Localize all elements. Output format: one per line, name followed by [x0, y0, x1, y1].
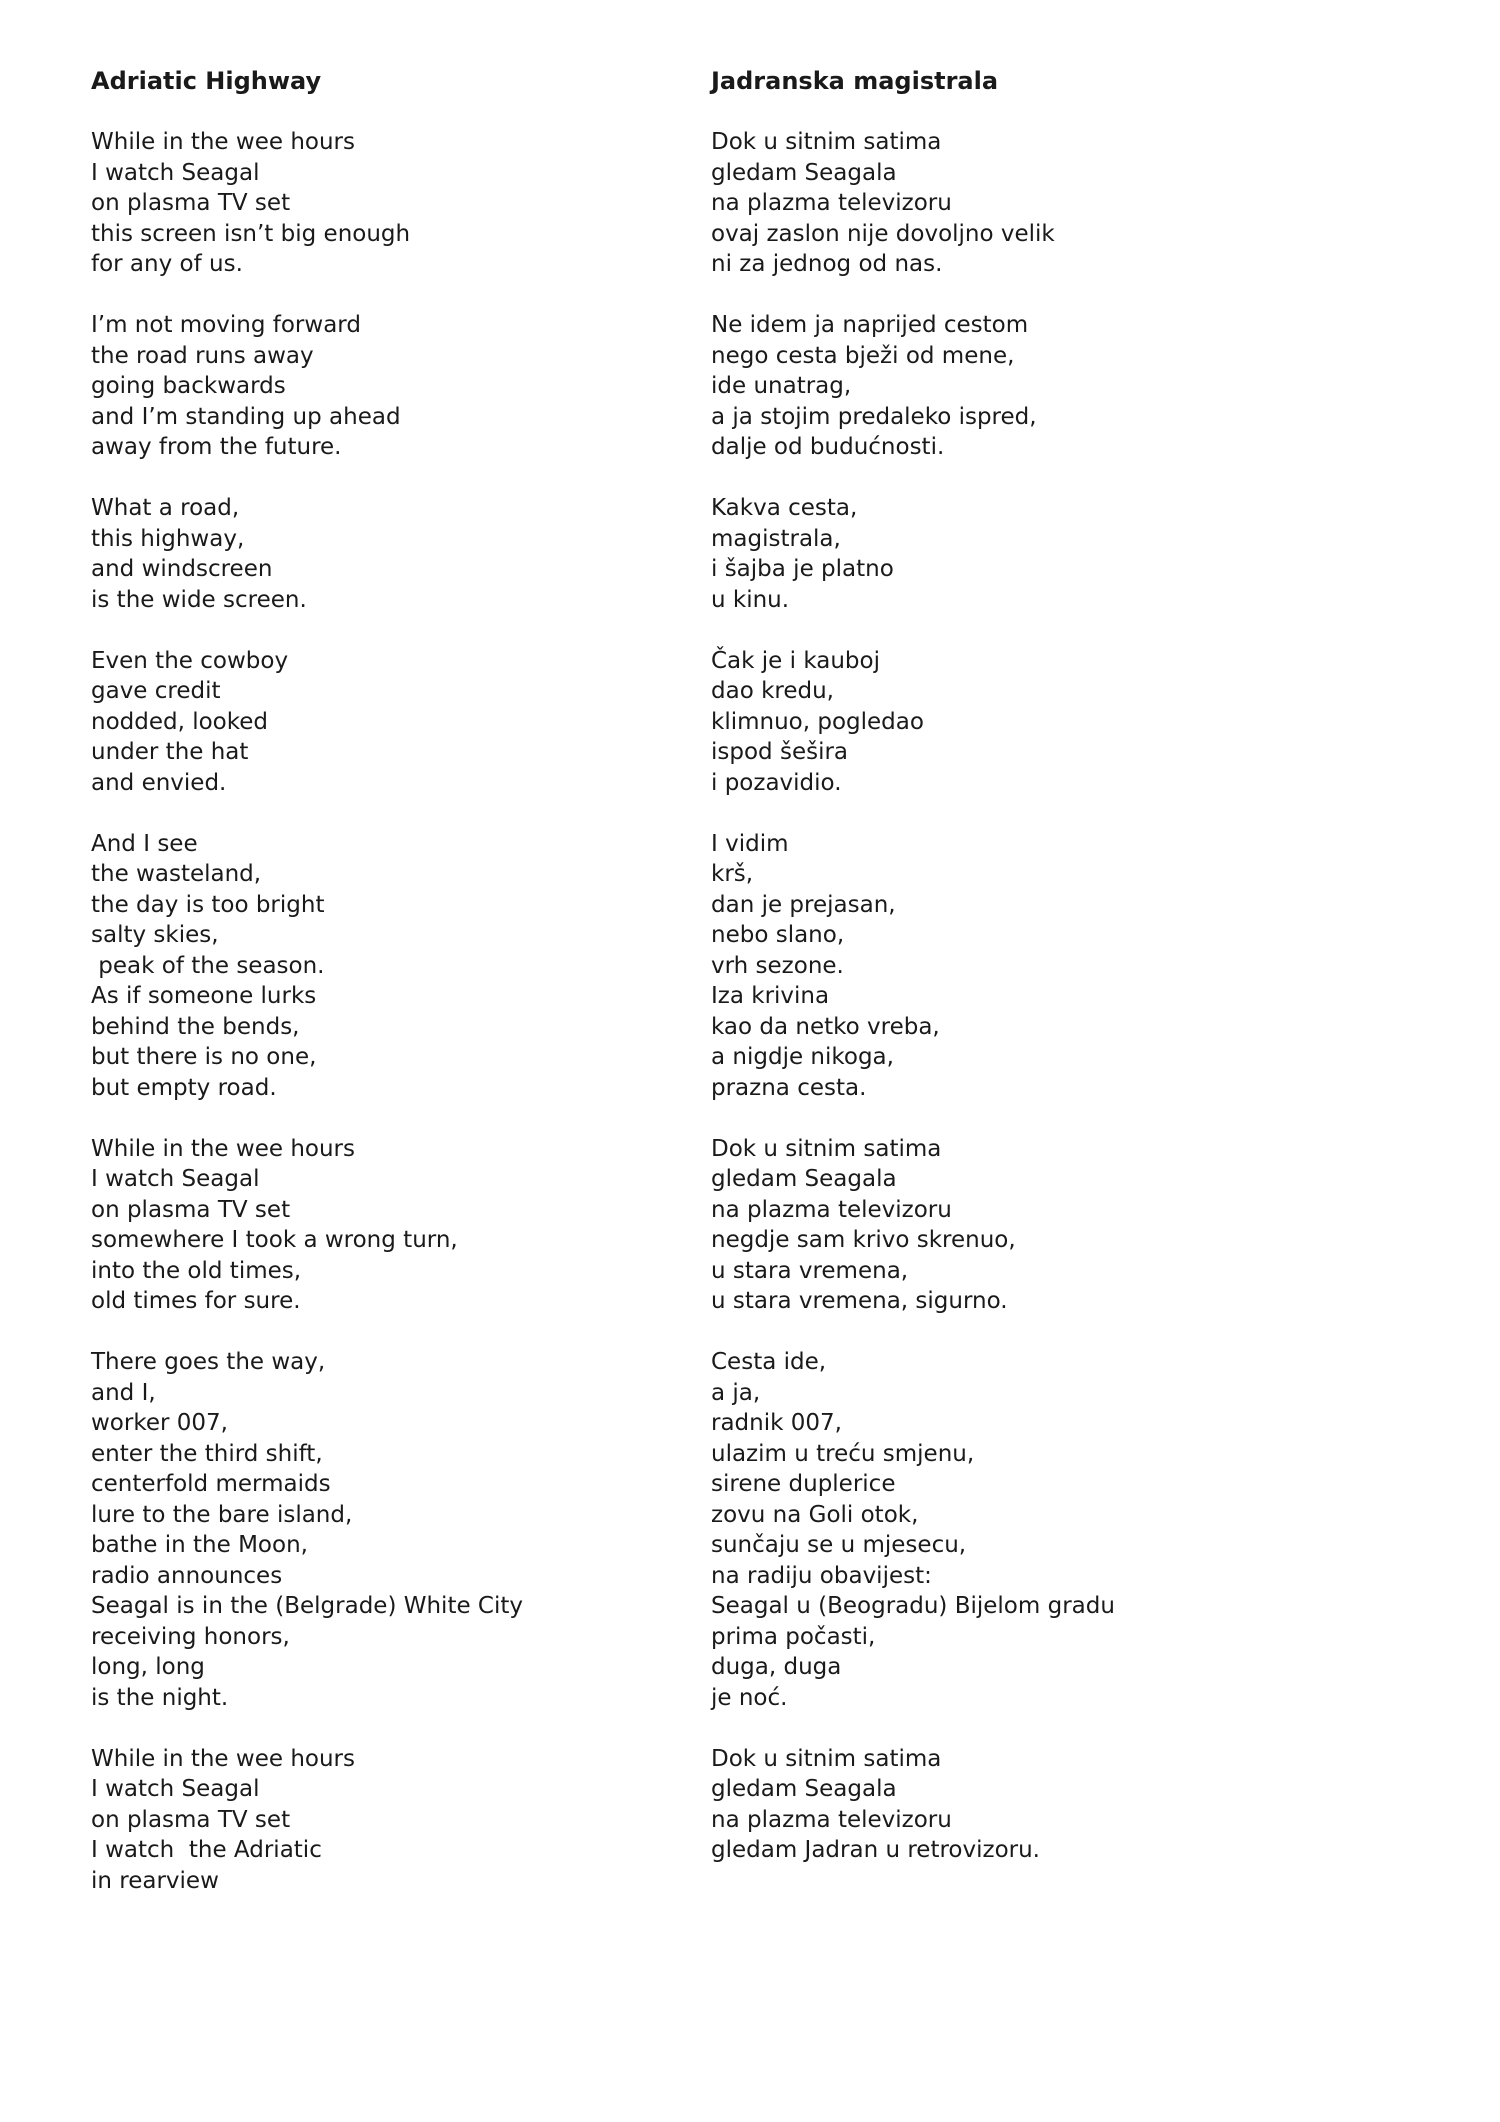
verse-line: I vidim [711, 830, 789, 857]
verse-line: Kakva cesta, [711, 495, 858, 521]
verse-line: salty skies, [91, 922, 219, 948]
verse-line: I watch Seagal [91, 1166, 260, 1192]
verse-line: na plazma televizoru [711, 1196, 952, 1223]
stanza [91, 1744, 651, 1897]
verse-line: and envied. [91, 769, 227, 796]
verse-line: away from the future. [91, 434, 342, 460]
verse-line: on plasma TV set [91, 1806, 291, 1833]
verse-line: Ne idem ja naprijed cestom [711, 312, 1029, 338]
verse-line: prazna cesta. [711, 1074, 867, 1101]
verse-line: this screen isn’t big enough [91, 220, 411, 247]
verse-line: a nigdje nikoga, [711, 1044, 894, 1070]
verse-line: While in the wee hours [91, 1745, 355, 1772]
english-poem [91, 66, 651, 1927]
stanza [91, 646, 651, 799]
verse-line: sunčaju se u mjesecu, [711, 1532, 967, 1558]
verse-line: the wasteland, [91, 861, 262, 887]
verse-line: I watch Seagal [91, 1776, 260, 1802]
croatian-stanzas [711, 127, 1271, 1866]
verse-line: i pozavidio. [711, 769, 842, 796]
stanza [91, 829, 651, 1104]
verse-line: a ja, [711, 1379, 761, 1406]
verse-line: but there is no one, [91, 1044, 317, 1070]
verse-line: What a road, [91, 495, 240, 521]
verse-line: going backwards [91, 373, 286, 399]
verse-line: While in the wee hours [91, 1135, 355, 1162]
verse-line: I watch the Adriatic [91, 1837, 322, 1863]
verse-line: under the hat [91, 739, 249, 765]
english-poem-title: Adriatic Highway [91, 67, 322, 95]
verse-line: ispod šešira [711, 739, 849, 765]
verse-line: gledam Seagala [711, 159, 897, 186]
verse-line: je noć. [711, 1684, 788, 1711]
verse-line: lure to the bare island, [91, 1501, 353, 1528]
verse-line: is the night. [91, 1684, 229, 1711]
verse-line: gledam Seagala [711, 1166, 897, 1192]
verse-line: na plazma televizoru [711, 190, 952, 216]
verse-line: but empty road. [91, 1074, 277, 1101]
verse-line: I’m not moving forward [91, 312, 361, 338]
verse-line: As if someone lurks [91, 983, 317, 1009]
verse-line: a ja stojim predaleko ispred, [711, 403, 1037, 430]
verse-line: magistrala, [711, 525, 841, 552]
verse-line: behind the bends, [91, 1013, 300, 1040]
verse-line: ovaj zaslon nije dovoljno velik [711, 220, 1055, 247]
verse-line: the road runs away [91, 342, 314, 369]
verse-line: ulazim u treću smjenu, [711, 1440, 975, 1467]
stanza [711, 1134, 1271, 1317]
verse-line: dan je prejasan, [711, 891, 896, 918]
verse-line: vrh sezone. [711, 952, 844, 979]
stanza [91, 493, 651, 615]
verse-line: i šajba je platno [711, 556, 894, 582]
verse-line: nego cesta bježi od mene, [711, 342, 1015, 369]
verse-line: u stara vremena, [711, 1257, 909, 1284]
verse-line: negdje sam krivo skrenuo, [711, 1227, 1016, 1253]
verse-line: krš, [711, 861, 754, 887]
verse-line: Cesta ide, [711, 1349, 827, 1375]
verse-line: into the old times, [91, 1257, 302, 1284]
verse-line: And I see [91, 830, 198, 857]
verse-line: Čak je i kauboj [711, 647, 880, 674]
verse-line: bathe in the Moon, [91, 1532, 308, 1558]
verse-line: and I, [91, 1379, 156, 1406]
verse-line: worker 007, [91, 1410, 228, 1436]
verse-line: nebo slano, [711, 922, 845, 948]
verse-line: this highway, [91, 525, 245, 552]
verse-line: dalje od budućnosti. [711, 434, 945, 460]
stanza [711, 127, 1271, 280]
stanza [711, 493, 1271, 615]
verse-line: radnik 007, [711, 1410, 842, 1436]
verse-line: old times for sure. [91, 1288, 301, 1314]
verse-line: ni za jednog od nas. [711, 251, 943, 277]
croatian-poem-title: Jadranska magistrala [711, 67, 999, 95]
stanza [91, 310, 651, 463]
verse-line: gledam Seagala [711, 1776, 897, 1802]
verse-line: is the wide screen. [91, 586, 307, 613]
verse-line: on plasma TV set [91, 1196, 291, 1223]
verse-line: Seagal is in the (Belgrade) White City [91, 1593, 524, 1619]
verse-line: There goes the way, [91, 1349, 326, 1375]
verse-line: and I’m standing up ahead [91, 403, 401, 430]
verse-line: in rearview [91, 1867, 219, 1894]
stanza [711, 310, 1271, 463]
verse-line: somewhere I took a wrong turn, [91, 1227, 458, 1253]
stanza [711, 829, 1271, 1104]
verse-line: duga, duga [711, 1654, 842, 1680]
english-stanzas [91, 127, 651, 1896]
verse-line: ide unatrag, [711, 373, 852, 399]
stanza [91, 1347, 651, 1713]
verse-line: klimnuo, pogledao [711, 708, 924, 735]
verse-line: I watch Seagal [91, 159, 260, 186]
verse-line: and windscreen [91, 556, 273, 582]
verse-line: long, long [91, 1654, 205, 1680]
stanza [711, 1744, 1271, 1866]
stanza [91, 1134, 651, 1317]
verse-line: Dok u sitnim satima [711, 1135, 942, 1162]
verse-line: While in the wee hours [91, 129, 355, 155]
verse-line: u kinu. [711, 586, 790, 613]
verse-line: kao da netko vreba, [711, 1013, 940, 1040]
verse-line: for any of us. [91, 251, 243, 277]
verse-line: dao kredu, [711, 678, 834, 704]
verse-line: zovu na Goli otok, [711, 1501, 919, 1528]
verse-line: Even the cowboy [91, 647, 289, 674]
verse-line: the day is too bright [91, 891, 325, 918]
verse-line: Dok u sitnim satima [711, 129, 942, 155]
verse-line: Iza krivina [711, 983, 830, 1009]
verse-line: na radiju obavijest: [711, 1562, 932, 1589]
verse-line: peak of the season. [91, 952, 325, 979]
verse-line: prima počasti, [711, 1623, 876, 1650]
verse-line: gledam Jadran u retrovizoru. [711, 1837, 1040, 1863]
verse-line: u stara vremena, sigurno. [711, 1288, 1008, 1314]
croatian-poem [711, 66, 1271, 1896]
stanza [711, 1347, 1271, 1713]
verse-line: on plasma TV set [91, 190, 291, 216]
verse-line: centerfold mermaids [91, 1471, 331, 1497]
verse-line: Seagal u (Beogradu) Bijelom gradu [711, 1593, 1115, 1619]
verse-line: receiving honors, [91, 1623, 290, 1650]
verse-line: nodded, looked [91, 708, 269, 735]
verse-line: sirene duplerice [711, 1471, 896, 1497]
verse-line: Dok u sitnim satima [711, 1745, 942, 1772]
stanza [91, 127, 651, 280]
verse-line: na plazma televizoru [711, 1806, 952, 1833]
verse-line: gave credit [91, 678, 221, 704]
stanza [711, 646, 1271, 799]
verse-line: enter the third shift, [91, 1440, 323, 1467]
verse-line: radio announces [91, 1562, 283, 1589]
